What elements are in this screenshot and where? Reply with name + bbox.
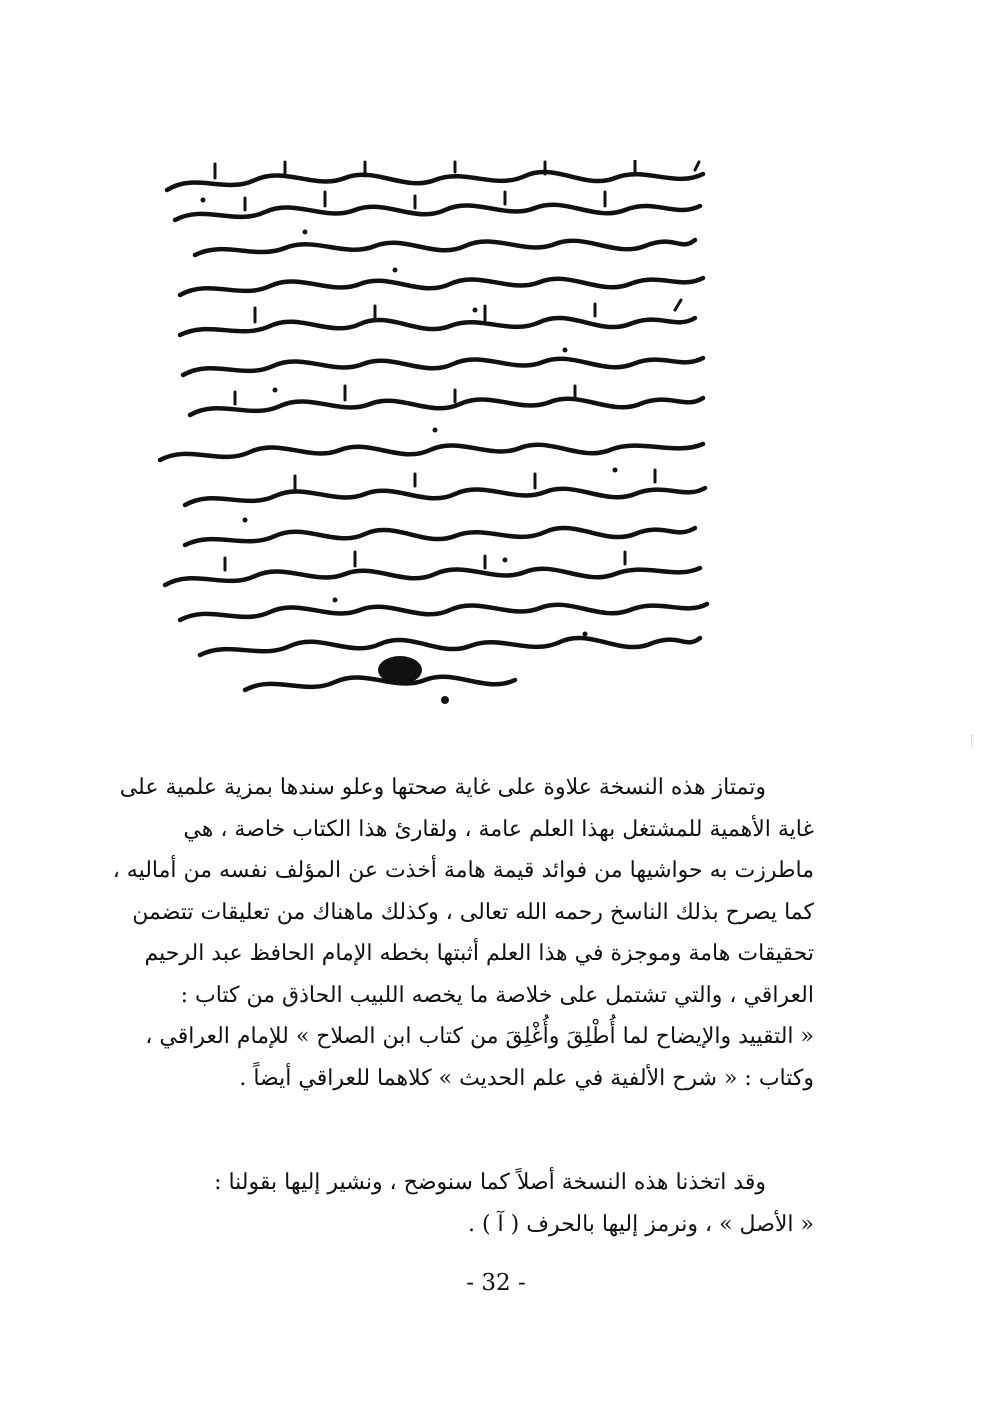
paragraph-line: غاية الأهمية للمشتغل بهذا العلم عامة ، ولقارئ هذا الكتاب خاصة ، هي (183, 816, 814, 842)
paragraph-line: « التقييد والإيضاح لما أُطْلِقَ وأُغْلِقَ من كتاب ابن الصلاح » للإمام العراقي ، (145, 1024, 814, 1049)
paragraph-2 (178, 1162, 814, 1245)
paragraph-line: تحقيقات هامة وموجزة في هذا العلم أثبتها بخطه الإمام الحافظ عبد الرحيم (144, 941, 814, 966)
paragraph-1 (112, 767, 814, 1099)
paragraph-line: وكتاب : « شرح الألفية في علم الحديث » كلاهما للعراقي أيضاً . (239, 1065, 814, 1091)
page-number: - 32 - (466, 1270, 526, 1296)
paragraph-line: ماطرزت به حواشيها من فوائد قيمة هامة أخذت عن المؤلف نفسه من أماليه ، (112, 858, 814, 883)
paragraph-line: « الأصل » ، ونرمز إليها بالحرف ( آ ) . (467, 1211, 814, 1237)
paragraph-line: العراقي ، والتي تشتمل على خلاصة ما يخصه اللبيب الحاذق من كتاب : (180, 982, 814, 1008)
paragraph-line: كما يصرح بذلك الناسخ رحمه الله تعالى ، وكذلك ماهناك من تعليقات تتضمن (132, 899, 814, 925)
paragraph-line: وقد اتخذنا هذه النسخة أصلاً كما سنوضح ، ونشير إليها بقولنا : (214, 1170, 766, 1195)
paragraph-line: وتمتاز هذه النسخة علاوة على غاية صحتها وعلو سندها بمزية علمية على (119, 775, 766, 800)
margin-mark (971, 735, 974, 747)
manuscript-scribble (155, 160, 715, 705)
handwritten-manuscript-image (155, 160, 715, 705)
